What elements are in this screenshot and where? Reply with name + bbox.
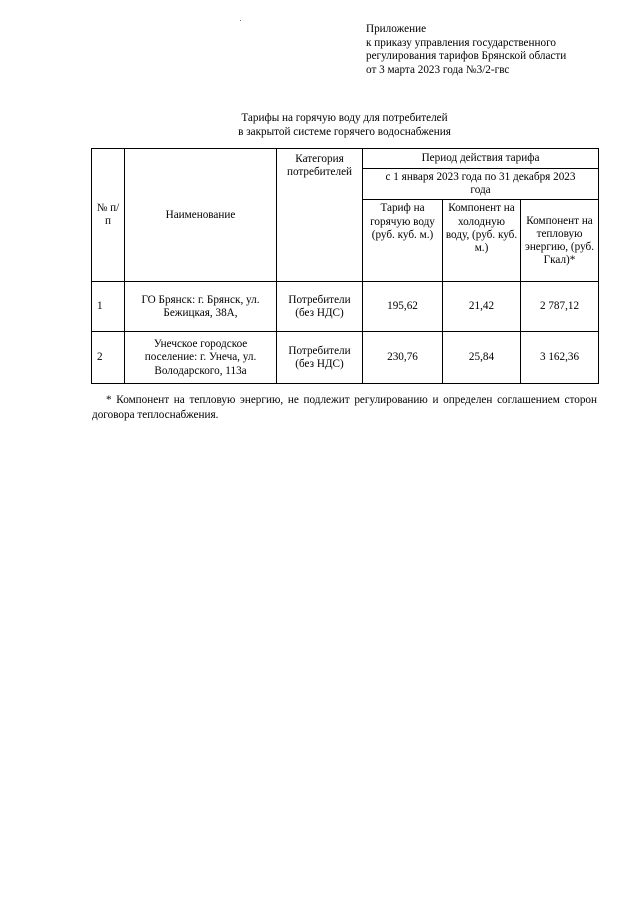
row-num: 2 xyxy=(92,332,125,384)
header-category: Категория потребителей xyxy=(277,149,363,282)
appendix-line: от 3 марта 2023 года №3/2-гвс xyxy=(366,63,510,76)
row-name: Унечское городское поселение: г. Унеча, ул. Володарского, 113а xyxy=(125,332,277,384)
row-category: Потребители (без НДС) xyxy=(277,332,363,384)
header-period-range: с 1 января 2023 года по 31 декабря 2023 года xyxy=(363,169,599,200)
header-heat-component: Компонент на тепловую энергию, (руб. Гкал)* xyxy=(521,200,599,282)
tariff-table xyxy=(91,148,599,384)
header-name: Наименование xyxy=(125,149,277,282)
document-title xyxy=(92,112,597,139)
appendix-line: Приложение xyxy=(366,23,427,35)
table-header-row xyxy=(92,149,599,169)
table-row xyxy=(92,282,599,332)
row-cold: 21,42 xyxy=(443,282,521,332)
appendix-line: регулирования тарифов Брянской области xyxy=(366,50,567,63)
row-cold: 25,84 xyxy=(443,332,521,384)
scan-speck xyxy=(240,20,241,21)
row-tariff: 230,76 xyxy=(363,332,443,384)
title-line-1: Тарифы на горячую воду для потребителей xyxy=(241,112,448,124)
row-heat: 2 787,12 xyxy=(521,282,599,332)
table-row xyxy=(92,332,599,384)
row-name: ГО Брянск: г. Брянск, ул. Бежицкая, 38А, xyxy=(125,282,277,332)
row-heat: 3 162,36 xyxy=(521,332,599,384)
header-tariff: Тариф на горячую воду (руб. куб. м.) xyxy=(363,200,443,282)
appendix-header xyxy=(366,23,616,77)
header-cold-component: Компонент на холодную воду, (руб. куб. м.) xyxy=(443,200,521,282)
appendix-line: к приказу управления государственного xyxy=(366,36,556,49)
title-line-2: в закрытой системе горячего водоснабжения xyxy=(238,125,451,138)
header-period: Период действия тарифа xyxy=(363,149,599,169)
row-num: 1 xyxy=(92,282,125,332)
header-num: № п/п xyxy=(92,149,125,282)
row-category: Потребители (без НДС) xyxy=(277,282,363,332)
row-tariff: 195,62 xyxy=(363,282,443,332)
footnote: * Компонент на тепловую энергию, не подлежит регулированию и определен соглашением сторон договора теплоснабжения. xyxy=(92,394,597,421)
